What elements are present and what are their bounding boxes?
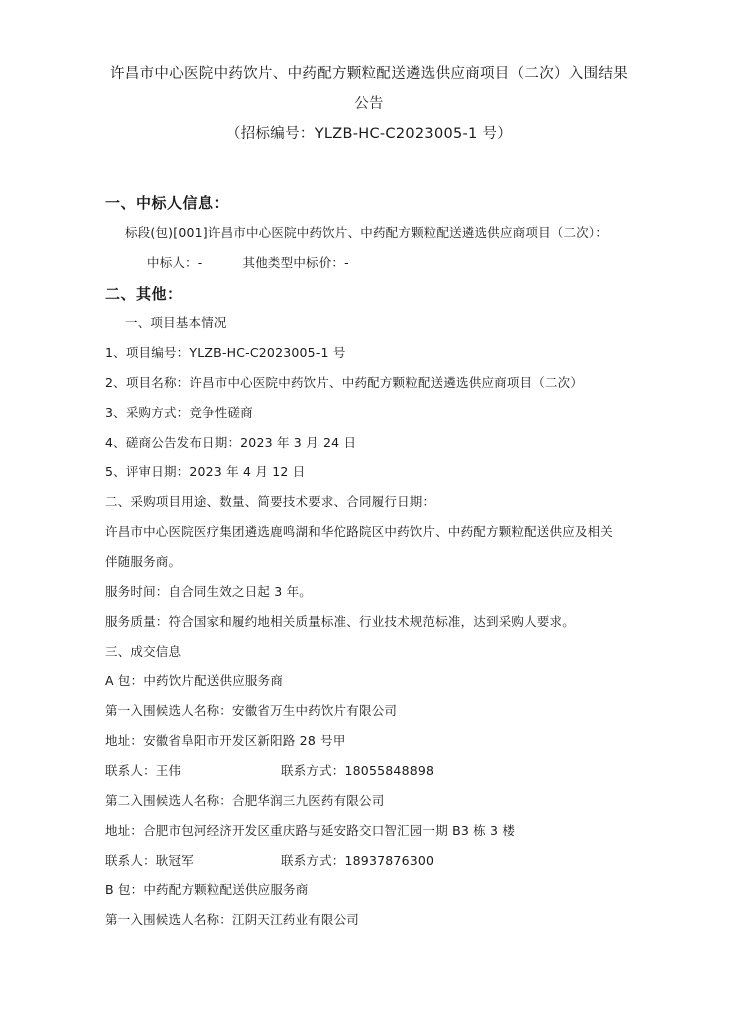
package-a-first-candidate: 第一入围候选人名称：安徽省万生中药饮片有限公司 <box>105 703 398 718</box>
item-review-date: 5、评审日期：2023 年 4 月 12 日 <box>105 464 306 479</box>
service-quality: 服务质量：符合国家和履约地相关质量标准、行业技术规范标准，达到采购人要求。 <box>105 614 575 629</box>
package-a-second-phone: 联系方式：18937876300 <box>281 853 435 868</box>
package-a-second-contact: 联系人：耿冠军 <box>105 853 194 868</box>
package-a-title: A 包：中药饮片配送供应服务商 <box>105 673 284 688</box>
package-a-second-address: 地址：合肥市包河经济开发区重庆路与延安路交口智汇园一期 B3 栋 3 楼 <box>105 823 516 838</box>
doc-title-line-1: 许昌市中心医院中药饮片、中药配方颗粒配送遴选供应商项目（二次）入围结果 <box>110 66 628 82</box>
package-line: 标段(包)[001]许昌市中心医院中药饮片、中药配方颗粒配送遴选供应商项目（二次）： <box>125 225 609 240</box>
item-project-number: 1、项目编号：YLZB-HC-C2023005-1 号 <box>105 345 346 360</box>
desc-line-2: 伴随服务商。 <box>105 554 182 569</box>
item-publish-date: 4、磋商公告发布日期：2023 年 3 月 24 日 <box>105 435 357 450</box>
package-a-first-contact: 联系人：王伟 <box>105 763 182 778</box>
package-a-first-address: 地址：安徽省阜阳市开发区新阳路 28 号甲 <box>105 733 346 748</box>
tender-number: （招标编号：YLZB-HC-C2023005-1 号） <box>225 126 513 142</box>
winner-label: 中标人：- <box>147 255 203 270</box>
subheading-deal-info: 三、成交信息 <box>105 644 182 659</box>
subheading-basic-info: 一、项目基本情况 <box>125 315 227 330</box>
item-project-name: 2、项目名称：许昌市中心医院中药饮片、中药配方颗粒配送遴选供应商项目（二次） <box>105 375 584 390</box>
winner-price-label: 其他类型中标价：- <box>242 255 349 270</box>
section-heading-other: 二、其他： <box>105 285 183 303</box>
item-procurement-method: 3、采购方式：竞争性磋商 <box>105 405 253 420</box>
winner-row <box>147 253 349 271</box>
subheading-procurement-use: 二、采购项目用途、数量、简要技术要求、合同履行日期： <box>105 494 436 509</box>
desc-line-1: 许昌市中心医院医疗集团遴选鹿鸣湖和华佗路院区中药饮片、中药配方颗粒配送供应及相关 <box>105 524 614 539</box>
doc-title-line-2: 公告 <box>354 96 384 112</box>
section-heading-winner-info: 一、中标人信息： <box>105 194 230 212</box>
service-time: 服务时间：自合同生效之日起 3 年。 <box>105 584 313 599</box>
package-a-first-phone: 联系方式：18055848898 <box>281 763 435 778</box>
package-a-second-candidate: 第二入围候选人名称：合肥华润三九医药有限公司 <box>105 793 385 808</box>
package-b-title: B 包：中药配方颗粒配送供应服务商 <box>105 882 309 897</box>
package-b-first-candidate: 第一入围候选人名称：江阴天江药业有限公司 <box>105 912 360 927</box>
